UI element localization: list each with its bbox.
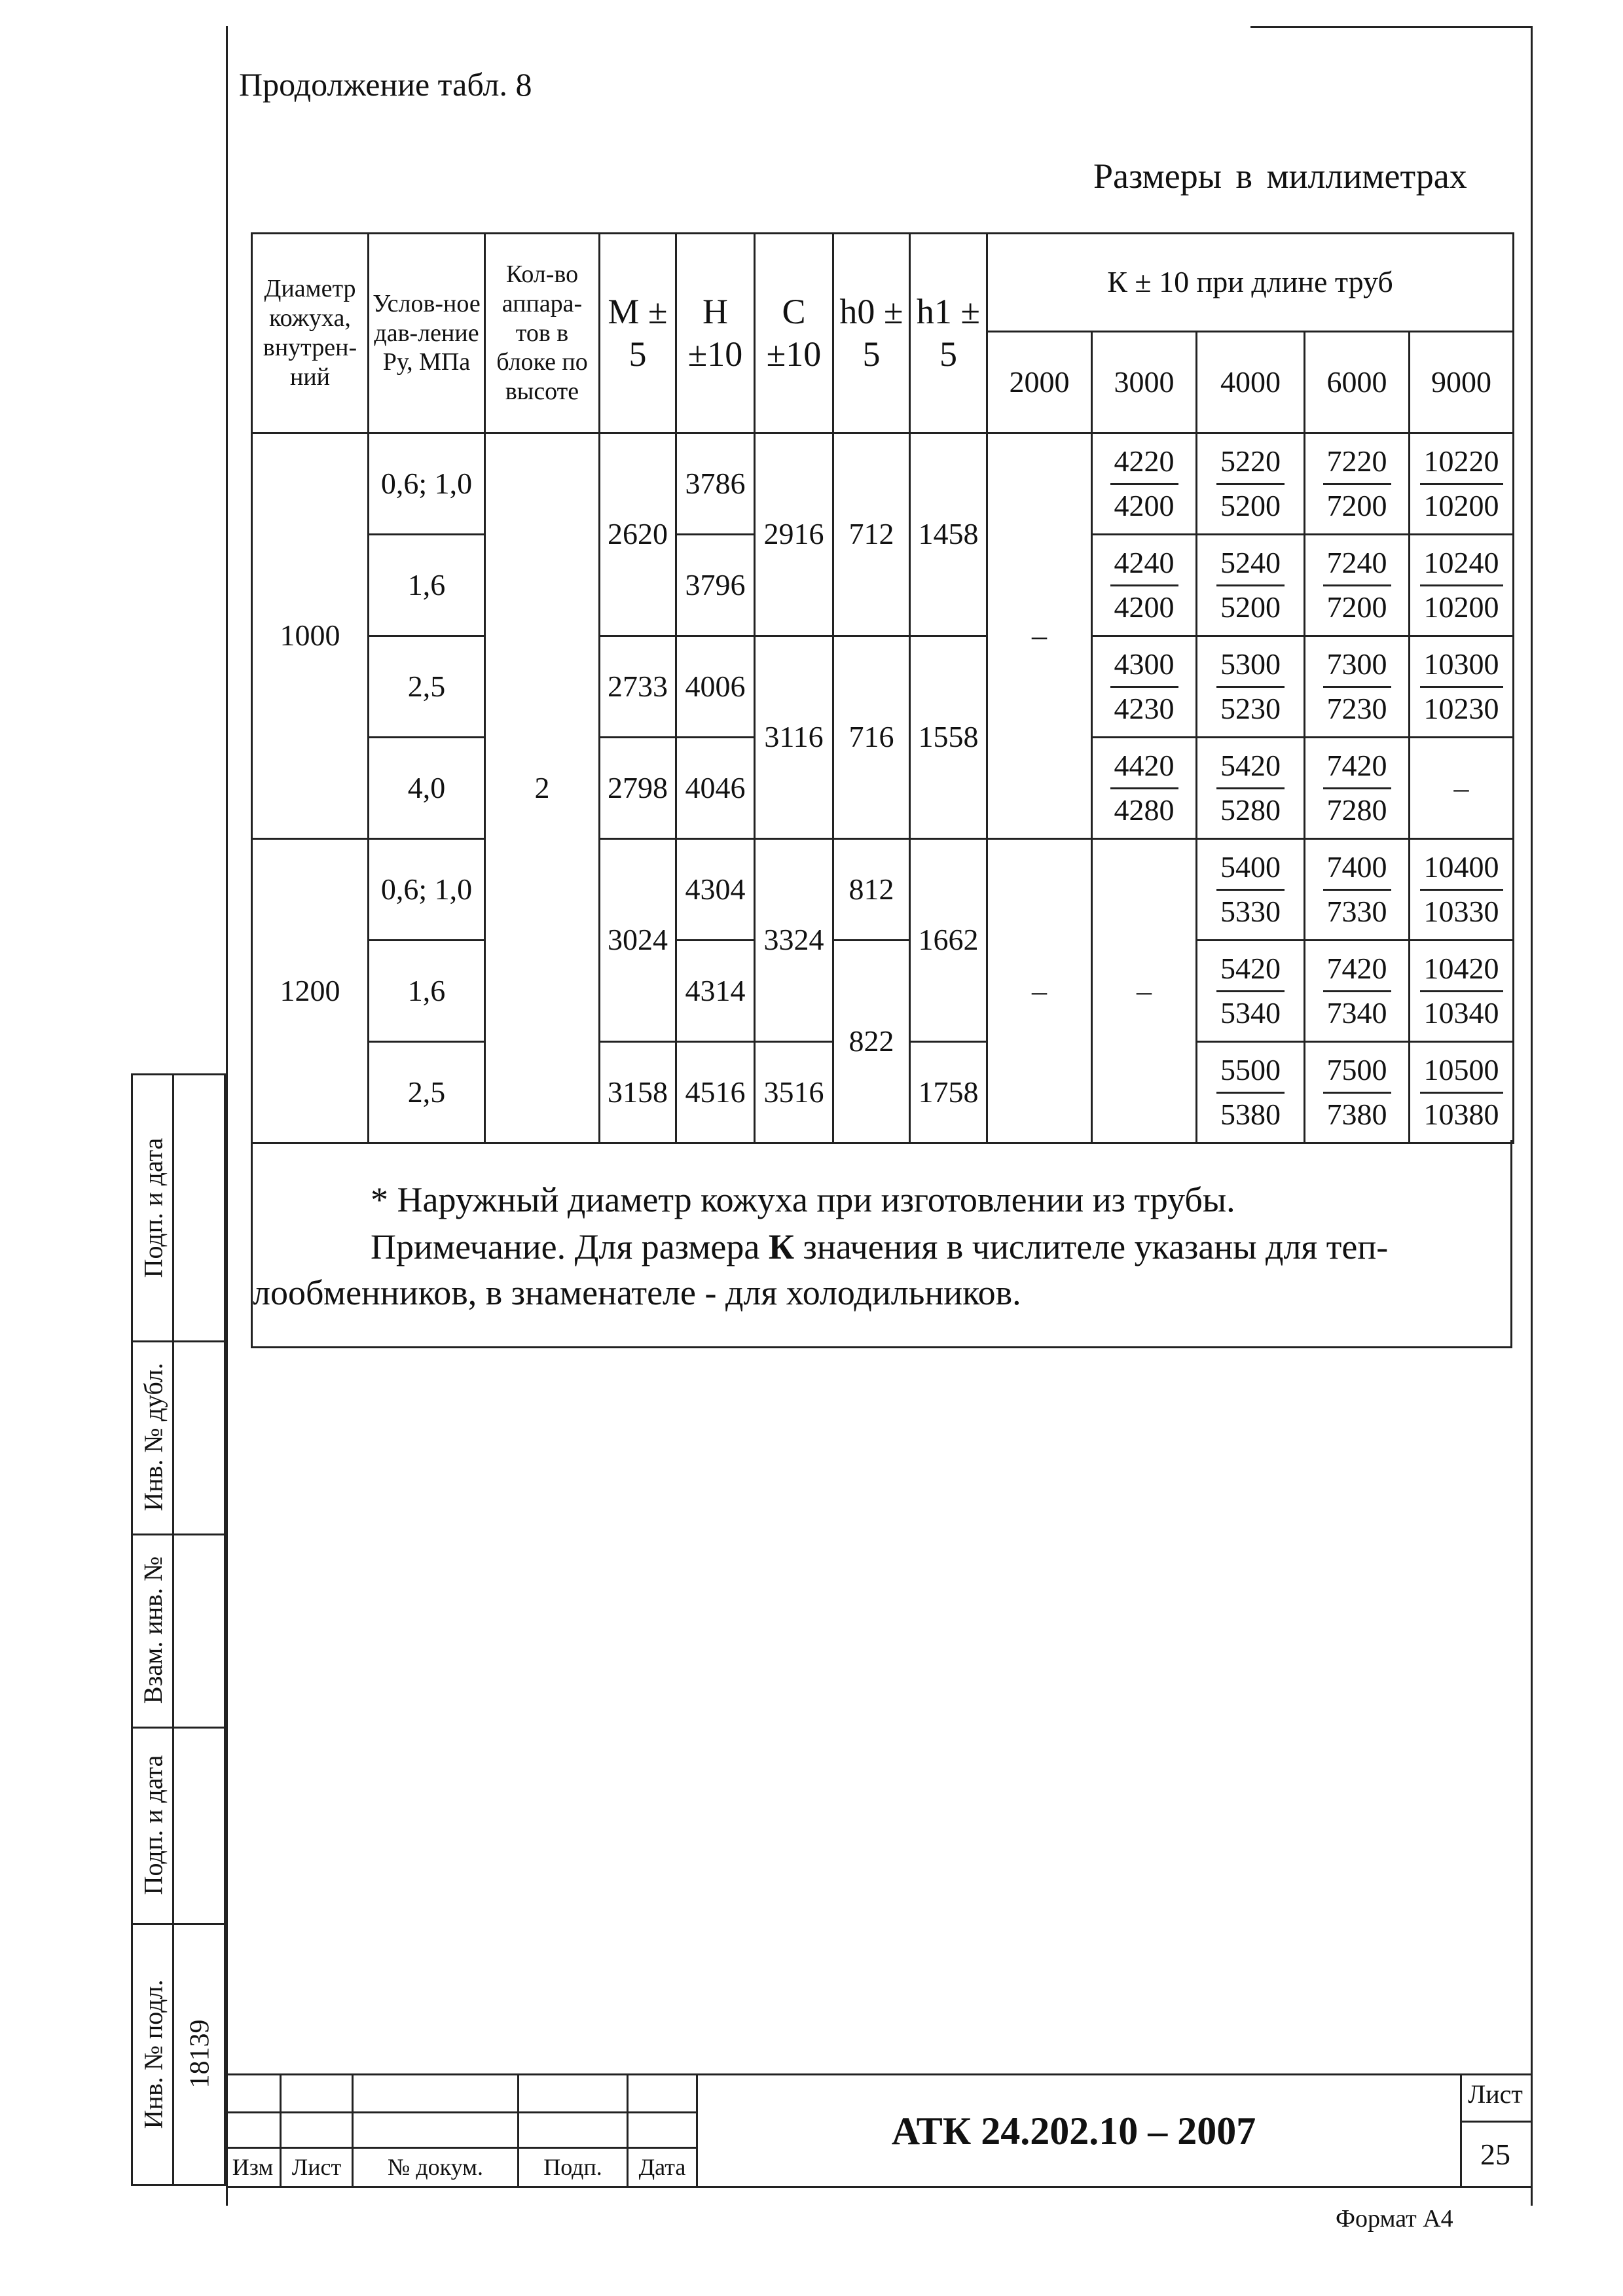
cell-k-fraction: $\frac{10220}{10200}$ bbox=[1410, 433, 1514, 535]
stamp-col-sign: Подп. bbox=[543, 2154, 602, 2180]
stamp-line bbox=[226, 2147, 696, 2149]
side-inv-number: 18139 bbox=[185, 2019, 215, 2089]
document-code: АТК 24.202.10 – 2007 bbox=[891, 2109, 1256, 2153]
cell-h: 4314 bbox=[676, 941, 755, 1042]
cell-h: 4006 bbox=[676, 636, 755, 738]
stamp-line bbox=[226, 2186, 1533, 2188]
cell-k-fraction: $\frac{5420}{5340}$ bbox=[1197, 941, 1305, 1042]
header-k: К ± 10 при длине труб bbox=[987, 234, 1514, 332]
cell-k-fraction: $\frac{10300}{10230}$ bbox=[1410, 636, 1514, 738]
stamp-col-doc: № докум. bbox=[388, 2154, 483, 2180]
cell-pressure: 2,5 bbox=[369, 1042, 485, 1143]
cell-c: 3116 bbox=[755, 636, 833, 839]
header-h1: h1 ± 5 bbox=[910, 234, 987, 433]
cell-m: 2733 bbox=[600, 636, 676, 738]
cell-k-fraction: $\frac{7220}{7200}$ bbox=[1305, 433, 1410, 535]
cell-k-fraction: $\frac{5420}{5280}$ bbox=[1197, 738, 1305, 839]
format-label: Формат А4 bbox=[1336, 2205, 1453, 2233]
note-line-1: Примечание. Для размера К значения в числителе указаны для теп- bbox=[371, 1227, 1389, 1266]
footnote: * Наружный диаметр кожуха при изготовлении из трубы. bbox=[371, 1180, 1235, 1219]
cell-diameter-1000: 1000 bbox=[252, 433, 369, 839]
header-count: Кол-во аппара-тов в блоке по высоте bbox=[485, 234, 600, 433]
note-line-2: лообменников, в знаменателе - для холодильников. bbox=[253, 1273, 1021, 1312]
header-length-4000: 4000 bbox=[1197, 332, 1305, 433]
frame-right-line bbox=[1531, 26, 1533, 2206]
stamp-line bbox=[1460, 2121, 1533, 2123]
cell-k9000-dash: – bbox=[1410, 738, 1514, 839]
header-length-9000: 9000 bbox=[1410, 332, 1514, 433]
cell-h: 4304 bbox=[676, 839, 755, 941]
cell-h0: 712 bbox=[833, 433, 910, 636]
cell-k2000-dash: – bbox=[987, 839, 1092, 1143]
cell-h0: 822 bbox=[833, 941, 910, 1143]
cell-k-fraction: $\frac{10500}{10380}$ bbox=[1410, 1042, 1514, 1143]
cell-k-fraction: $\frac{5240}{5200}$ bbox=[1197, 535, 1305, 636]
frame-top-line bbox=[1250, 26, 1532, 28]
cell-m: 3024 bbox=[600, 839, 676, 1042]
cell-h: 3786 bbox=[676, 433, 755, 535]
cell-k-fraction: $\frac{4240}{4200}$ bbox=[1092, 535, 1197, 636]
cell-h0: 812 bbox=[833, 839, 910, 941]
cell-c: 3324 bbox=[755, 839, 833, 1042]
stamp-col-date: Дата bbox=[638, 2154, 686, 2180]
cell-h1: 1758 bbox=[910, 1042, 987, 1143]
dimensions-table bbox=[251, 232, 1514, 1144]
cell-m: 2620 bbox=[600, 433, 676, 636]
header-length-3000: 3000 bbox=[1092, 332, 1197, 433]
cell-h: 3796 bbox=[676, 535, 755, 636]
header-length-2000: 2000 bbox=[987, 332, 1092, 433]
cell-k-fraction: $\frac{7420}{7280}$ bbox=[1305, 738, 1410, 839]
cell-pressure: 0,6; 1,0 bbox=[369, 839, 485, 941]
cell-k-fraction: $\frac{7240}{7200}$ bbox=[1305, 535, 1410, 636]
cell-h: 4046 bbox=[676, 738, 755, 839]
cell-pressure: 2,5 bbox=[369, 636, 485, 738]
header-h: Н ±10 bbox=[676, 234, 755, 433]
cell-h1: 1458 bbox=[910, 433, 987, 636]
cell-pressure: 1,6 bbox=[369, 535, 485, 636]
side-label-sign-date: Подп. и дата bbox=[138, 1138, 168, 1278]
cell-k-fraction: $\frac{10400}{10330}$ bbox=[1410, 839, 1514, 941]
stamp-line bbox=[226, 2073, 1533, 2075]
cell-k-fraction: $\frac{7420}{7340}$ bbox=[1305, 941, 1410, 1042]
cell-count: 2 bbox=[485, 433, 600, 1143]
sheet-label: Лист bbox=[1468, 2079, 1523, 2109]
cell-h1: 1662 bbox=[910, 839, 987, 1042]
units-note: Размеры в миллиметрах bbox=[1093, 156, 1467, 196]
side-label-replace-inv: Взам. инв. № bbox=[138, 1556, 168, 1704]
cell-m: 2798 bbox=[600, 738, 676, 839]
header-length-6000: 6000 bbox=[1305, 332, 1410, 433]
cell-k-fraction: $\frac{10420}{10340}$ bbox=[1410, 941, 1514, 1042]
stamp-line bbox=[226, 2111, 696, 2113]
side-label-dup-inv: Инв. № дубл. bbox=[138, 1363, 168, 1511]
continuation-title: Продолжение табл. 8 bbox=[239, 66, 532, 103]
frame-left-line bbox=[226, 26, 228, 2206]
header-h0: h0 ± 5 bbox=[833, 234, 910, 433]
cell-h1: 1558 bbox=[910, 636, 987, 839]
sheet-number: 25 bbox=[1480, 2138, 1510, 2171]
cell-k2000-dash: – bbox=[987, 433, 1092, 839]
cell-k-fraction: $\frac{4220}{4200}$ bbox=[1092, 433, 1197, 535]
cell-m: 3158 bbox=[600, 1042, 676, 1143]
cell-pressure: 4,0 bbox=[369, 738, 485, 839]
cell-k-fraction: $\frac{7500}{7380}$ bbox=[1305, 1042, 1410, 1143]
cell-h: 4516 bbox=[676, 1042, 755, 1143]
cell-pressure: 0,6; 1,0 bbox=[369, 433, 485, 535]
cell-k-fraction: $\frac{5400}{5330}$ bbox=[1197, 839, 1305, 941]
cell-k3000-dash: – bbox=[1092, 839, 1197, 1143]
cell-h0: 716 bbox=[833, 636, 910, 839]
cell-diameter-1200: 1200 bbox=[252, 839, 369, 1143]
stamp-col-change: Изм bbox=[232, 2154, 274, 2180]
cell-pressure: 1,6 bbox=[369, 941, 485, 1042]
stamp-col-sheet: Лист bbox=[291, 2154, 342, 2180]
header-diameter: Диаметр кожуха, внутрен-ний bbox=[252, 234, 369, 433]
notes-box bbox=[251, 1140, 1512, 1348]
cell-c: 2916 bbox=[755, 433, 833, 636]
cell-k-fraction: $\frac{5220}{5200}$ bbox=[1197, 433, 1305, 535]
header-m: М ± 5 bbox=[600, 234, 676, 433]
cell-k-fraction: $\frac{5500}{5380}$ bbox=[1197, 1042, 1305, 1143]
cell-k-fraction: $\frac{4300}{4230}$ bbox=[1092, 636, 1197, 738]
cell-k-fraction: $\frac{4420}{4280}$ bbox=[1092, 738, 1197, 839]
cell-k-fraction: $\frac{7300}{7230}$ bbox=[1305, 636, 1410, 738]
side-stamp-strip bbox=[131, 1073, 226, 2186]
cell-k-fraction: $\frac{7400}{7330}$ bbox=[1305, 839, 1410, 941]
cell-k-fraction: $\frac{5300}{5230}$ bbox=[1197, 636, 1305, 738]
side-label-orig-inv: Инв. № подл. bbox=[138, 1979, 168, 2128]
cell-k-fraction: $\frac{10240}{10200}$ bbox=[1410, 535, 1514, 636]
side-label-sign-date-2: Подп. и дата bbox=[138, 1755, 168, 1895]
header-c: С ±10 bbox=[755, 234, 833, 433]
header-pressure: Услов-ное дав-ление Ру, МПа bbox=[369, 234, 485, 433]
cell-c: 3516 bbox=[755, 1042, 833, 1143]
